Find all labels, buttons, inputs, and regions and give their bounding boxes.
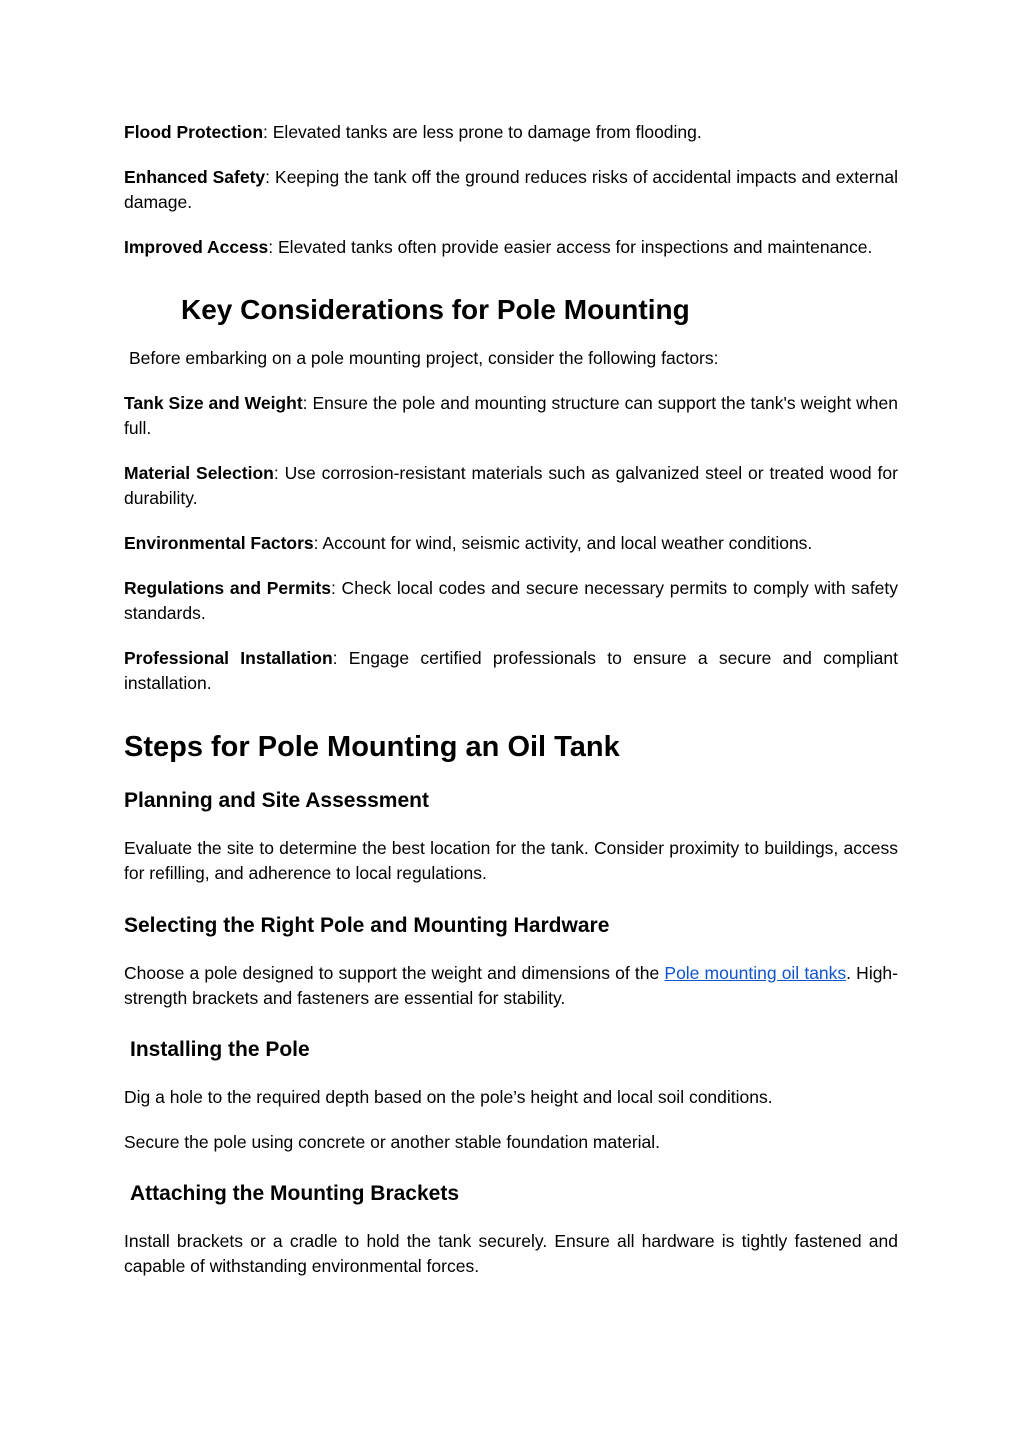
consideration-regulations — [124, 576, 898, 626]
steps-heading: Steps for Pole Mounting an Oil Tank — [124, 731, 620, 763]
benefit-enhanced-safety — [124, 165, 898, 215]
benefit-text: : Elevated tanks often provide easier access for inspections and maintenance. — [268, 237, 873, 257]
planning-text: Evaluate the site to determine the best location for the tank. Consider proximity to buildings, access for refilling, and adherence to local regulations. — [124, 838, 898, 883]
consideration-material — [124, 461, 898, 511]
consideration-text: : Account for wind, seismic activity, and local weather conditions. — [313, 533, 813, 553]
consideration-term: Regulations and Permits — [124, 578, 331, 598]
consideration-text: : Ensure the pole and mounting structure can support the tank's weight when full. — [124, 393, 899, 438]
attaching-heading: Attaching the Mounting Brackets — [130, 1182, 460, 1205]
benefit-text: : Elevated tanks are less prone to damage from flooding. — [263, 122, 702, 142]
benefit-improved-access — [124, 235, 898, 260]
document-page — [124, 120, 898, 1279]
selecting-text-before: Choose a pole designed to support the weight and dimensions of the — [124, 963, 665, 983]
consideration-text: : Engage certified professionals to ensure a secure and compliant installation. — [124, 648, 898, 693]
considerations-heading: Key Considerations for Pole Mounting — [181, 294, 690, 325]
consideration-environmental — [124, 531, 898, 556]
attaching-text: Install brackets or a cradle to hold the tank securely. Ensure all hardware is tightly fastened and capable of withstanding environmental forces. — [124, 1231, 898, 1276]
benefit-text: : Keeping the tank off the ground reduces risks of accidental impacts and external damage. — [124, 167, 898, 212]
pole-mounting-oil-tanks-link[interactable]: Pole mounting oil tanks — [664, 963, 847, 983]
benefit-flood-protection — [124, 120, 898, 145]
planning-heading: Planning and Site Assessment — [124, 789, 429, 812]
installing-text-dig: Dig a hole to the required depth based on the pole’s height and local soil conditions. — [124, 1087, 773, 1107]
benefit-term: Enhanced Safety — [124, 167, 266, 187]
benefit-term: Improved Access — [124, 237, 269, 257]
benefit-term: Flood Protection — [124, 122, 264, 142]
consideration-professional — [124, 646, 898, 696]
consideration-term: Material Selection — [124, 463, 274, 483]
consideration-term: Tank Size and Weight — [124, 393, 303, 413]
consideration-text: : Check local codes and secure necessary permits to comply with safety standards. — [124, 578, 898, 623]
consideration-term: Professional Installation — [124, 648, 333, 668]
installing-heading: Installing the Pole — [130, 1038, 310, 1061]
consideration-tank-size — [124, 391, 898, 441]
considerations-intro: Before embarking on a pole mounting project, consider the following factors: — [129, 348, 719, 368]
installing-text-secure: Secure the pole using concrete or another stable foundation material. — [124, 1132, 661, 1152]
consideration-text: : Use corrosion-resistant materials such as galvanized steel or treated wood for durability. — [124, 463, 898, 508]
selecting-heading: Selecting the Right Pole and Mounting Hardware — [124, 914, 610, 937]
selecting-text-after: . High-strength brackets and fasteners are essential for stability. — [124, 963, 898, 1008]
selecting-text — [124, 961, 898, 1011]
consideration-term: Environmental Factors — [124, 533, 314, 553]
